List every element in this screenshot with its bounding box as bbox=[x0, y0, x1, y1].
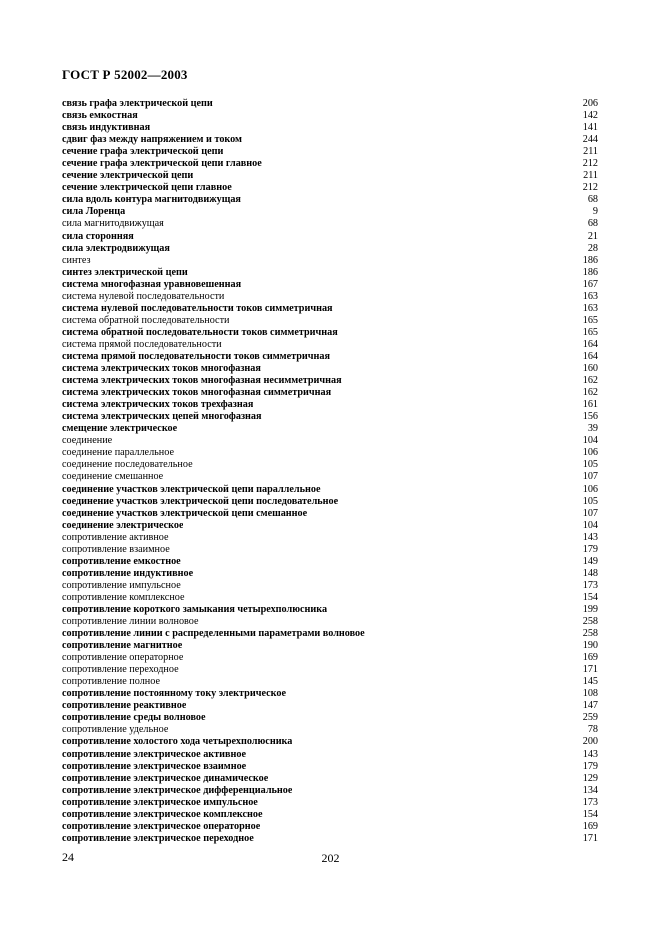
index-term: система электрических токов многофазная симметричная bbox=[62, 387, 332, 399]
index-entry bbox=[62, 423, 598, 435]
term-index-list bbox=[62, 98, 598, 845]
index-term: сдвиг фаз между напряжением и током bbox=[62, 134, 242, 146]
index-entry bbox=[62, 724, 598, 736]
index-term: сопротивление емкостное bbox=[62, 555, 181, 567]
index-term: сопротивление электрическое комплексное bbox=[62, 808, 263, 820]
index-entry bbox=[62, 339, 598, 351]
index-term: связь емкостная bbox=[62, 110, 138, 122]
index-term: сопротивление магнитное bbox=[62, 640, 183, 652]
index-entry bbox=[62, 375, 598, 387]
index-term: сопротивление взаимное bbox=[62, 543, 170, 555]
index-entry bbox=[62, 327, 598, 339]
index-entry bbox=[62, 206, 598, 218]
index-entry bbox=[62, 98, 598, 110]
index-page-ref: 244 bbox=[582, 134, 598, 146]
index-term: сопротивление реактивное bbox=[62, 700, 187, 712]
index-term: система обратной последовательности bbox=[62, 314, 230, 326]
index-page-ref: 169 bbox=[582, 652, 598, 664]
index-term: система электрических цепей многофазная bbox=[62, 411, 262, 423]
index-entry bbox=[62, 182, 598, 194]
index-page-ref: 129 bbox=[582, 772, 598, 784]
index-entry bbox=[62, 435, 598, 447]
index-page-ref: 173 bbox=[582, 796, 598, 808]
index-term: система обратной последовательности токов симметричная bbox=[62, 326, 338, 338]
index-page-ref: 165 bbox=[582, 314, 598, 326]
index-page-ref: 154 bbox=[582, 591, 598, 603]
index-page-ref: 211 bbox=[583, 146, 598, 158]
index-term: сопротивление среды волновое bbox=[62, 712, 206, 724]
index-entry bbox=[62, 761, 598, 773]
index-page-ref: 108 bbox=[582, 688, 598, 700]
index-page-ref: 169 bbox=[582, 820, 598, 832]
index-entry bbox=[62, 496, 598, 508]
index-page-ref: 39 bbox=[587, 423, 598, 435]
index-term: сила магнитодвижущая bbox=[62, 218, 164, 230]
index-page-ref: 78 bbox=[587, 724, 598, 736]
index-page-ref: 165 bbox=[582, 326, 598, 338]
index-page-ref: 190 bbox=[582, 640, 598, 652]
index-page-ref: 163 bbox=[582, 290, 598, 302]
index-entry bbox=[62, 809, 598, 821]
index-page-ref: 104 bbox=[582, 519, 598, 531]
index-page-ref: 21 bbox=[587, 230, 598, 242]
index-term: сопротивление электрическое динамическое bbox=[62, 772, 269, 784]
index-term: система нулевой последовательности bbox=[62, 290, 225, 302]
index-entry bbox=[62, 146, 598, 158]
index-page-ref: 104 bbox=[582, 435, 598, 447]
index-page-ref: 68 bbox=[587, 194, 598, 206]
index-entry bbox=[62, 700, 598, 712]
index-page-ref: 145 bbox=[582, 676, 598, 688]
index-page-ref: 105 bbox=[582, 459, 598, 471]
index-entry bbox=[62, 484, 598, 496]
index-page-ref: 171 bbox=[582, 664, 598, 676]
page-number-left: 24 bbox=[62, 850, 74, 864]
index-entry bbox=[62, 712, 598, 724]
index-entry bbox=[62, 243, 598, 255]
index-term: система прямой последовательности bbox=[62, 338, 222, 350]
index-entry bbox=[62, 676, 598, 688]
index-term: система многофазная уравновешенная bbox=[62, 278, 242, 290]
index-page-ref: 9 bbox=[592, 206, 598, 218]
index-term: сила Лоренца bbox=[62, 206, 126, 218]
index-page-ref: 164 bbox=[582, 338, 598, 350]
index-term: соединение участков электрической цепи смешанное bbox=[62, 507, 308, 519]
index-entry bbox=[62, 773, 598, 785]
index-term: сопротивление постоянному току электрическое bbox=[62, 688, 286, 700]
index-page-ref: 259 bbox=[582, 712, 598, 724]
index-term: соединение параллельное bbox=[62, 447, 174, 459]
index-entry bbox=[62, 544, 598, 556]
index-term: соединение последовательное bbox=[62, 459, 193, 471]
index-entry bbox=[62, 556, 598, 568]
index-term: сопротивление полное bbox=[62, 676, 160, 688]
index-entry bbox=[62, 616, 598, 628]
index-page-ref: 211 bbox=[583, 170, 598, 182]
index-entry bbox=[62, 640, 598, 652]
index-page-ref: 107 bbox=[582, 507, 598, 519]
index-entry bbox=[62, 532, 598, 544]
index-term: сопротивление электрическое дифференциальное bbox=[62, 784, 293, 796]
index-term: сопротивление операторное bbox=[62, 652, 184, 664]
index-entry bbox=[62, 785, 598, 797]
index-term: сопротивление электрическое взаимное bbox=[62, 760, 247, 772]
index-term: сила вдоль контура магнитодвижущая bbox=[62, 194, 241, 206]
index-entry bbox=[62, 399, 598, 411]
index-entry bbox=[62, 797, 598, 809]
index-term: синтез bbox=[62, 254, 91, 266]
index-term: сопротивление линии волновое bbox=[62, 616, 199, 628]
index-term: сопротивление линии с распределенными параметрами волновое bbox=[62, 628, 365, 640]
index-entry bbox=[62, 736, 598, 748]
index-page-ref: 179 bbox=[582, 543, 598, 555]
index-page-ref: 28 bbox=[587, 242, 598, 254]
index-page-ref: 142 bbox=[582, 110, 598, 122]
index-page-ref: 107 bbox=[582, 471, 598, 483]
index-page-ref: 258 bbox=[582, 628, 598, 640]
index-page-ref: 105 bbox=[582, 495, 598, 507]
index-entry bbox=[62, 134, 598, 146]
index-entry bbox=[62, 520, 598, 532]
index-entry bbox=[62, 592, 598, 604]
index-page-ref: 162 bbox=[582, 375, 598, 387]
index-entry bbox=[62, 471, 598, 483]
index-entry bbox=[62, 580, 598, 592]
index-entry bbox=[62, 170, 598, 182]
index-term: соединение электрическое bbox=[62, 519, 184, 531]
index-term: сопротивление электрическое операторное bbox=[62, 820, 261, 832]
index-page-ref: 141 bbox=[582, 122, 598, 134]
index-page-ref: 134 bbox=[582, 784, 598, 796]
index-page-ref: 156 bbox=[582, 411, 598, 423]
index-entry bbox=[62, 194, 598, 206]
index-page-ref: 154 bbox=[582, 808, 598, 820]
index-term: сопротивление импульсное bbox=[62, 579, 181, 591]
index-entry bbox=[62, 604, 598, 616]
index-term: соединение bbox=[62, 435, 113, 447]
index-entry bbox=[62, 459, 598, 471]
index-entry bbox=[62, 122, 598, 134]
index-page-ref: 258 bbox=[582, 616, 598, 628]
index-term: сечение графа электрической цепи главное bbox=[62, 158, 262, 170]
index-page-ref: 179 bbox=[582, 760, 598, 772]
index-entry bbox=[62, 387, 598, 399]
index-page-ref: 162 bbox=[582, 387, 598, 399]
index-entry bbox=[62, 749, 598, 761]
index-page-ref: 143 bbox=[582, 748, 598, 760]
index-entry bbox=[62, 291, 598, 303]
index-page-ref: 206 bbox=[582, 98, 598, 109]
index-entry bbox=[62, 255, 598, 267]
index-term: сопротивление электрическое активное bbox=[62, 748, 247, 760]
index-entry bbox=[62, 508, 598, 520]
index-term: сопротивление комплексное bbox=[62, 591, 185, 603]
index-term: сопротивление электрическое переходное bbox=[62, 832, 254, 844]
index-entry bbox=[62, 267, 598, 279]
document-title: ГОСТ Р 52002—2003 bbox=[62, 67, 188, 82]
index-page-ref: 186 bbox=[582, 254, 598, 266]
index-term: сопротивление индуктивное bbox=[62, 567, 194, 579]
index-term: соединение участков электрической цепи последовательное bbox=[62, 495, 339, 507]
index-term: сопротивление холостого хода четырехполюсника bbox=[62, 736, 293, 748]
index-entry bbox=[62, 363, 598, 375]
index-page-ref: 173 bbox=[582, 579, 598, 591]
index-term: система прямой последовательности токов симметричная bbox=[62, 350, 331, 362]
index-page-ref: 106 bbox=[582, 483, 598, 495]
index-term: сила сторонняя bbox=[62, 230, 134, 242]
index-page-ref: 212 bbox=[582, 158, 598, 170]
index-entry bbox=[62, 315, 598, 327]
index-term: система электрических токов многофазная bbox=[62, 363, 261, 375]
index-term: сила электродвижущая bbox=[62, 242, 170, 254]
index-page-ref: 149 bbox=[582, 555, 598, 567]
index-entry bbox=[62, 411, 598, 423]
index-term: связь индуктивная bbox=[62, 122, 151, 134]
index-page-ref: 161 bbox=[582, 399, 598, 411]
index-term: сопротивление удельное bbox=[62, 724, 169, 736]
index-page-ref: 163 bbox=[582, 302, 598, 314]
index-entry bbox=[62, 279, 598, 291]
index-term: сопротивление активное bbox=[62, 531, 169, 543]
index-page-ref: 147 bbox=[582, 700, 598, 712]
index-page-ref: 143 bbox=[582, 531, 598, 543]
index-entry bbox=[62, 447, 598, 459]
page-number-center: 202 bbox=[321, 851, 340, 865]
index-page-ref: 200 bbox=[582, 736, 598, 748]
index-term: сопротивление короткого замыкания четырехполюсника bbox=[62, 603, 328, 615]
index-term: система нулевой последовательности токов симметричная bbox=[62, 302, 333, 314]
index-page-ref: 171 bbox=[582, 832, 598, 844]
index-entry bbox=[62, 110, 598, 122]
index-term: сопротивление переходное bbox=[62, 664, 179, 676]
index-entry bbox=[62, 821, 598, 833]
index-term: соединение смешанное bbox=[62, 471, 164, 483]
index-entry bbox=[62, 218, 598, 230]
index-page-ref: 68 bbox=[587, 218, 598, 230]
index-entry bbox=[62, 231, 598, 243]
index-entry bbox=[62, 652, 598, 664]
index-entry bbox=[62, 664, 598, 676]
index-entry bbox=[62, 833, 598, 845]
index-page-ref: 160 bbox=[582, 363, 598, 375]
index-term: соединение участков электрической цепи параллельное bbox=[62, 483, 321, 495]
index-term: система электрических токов трехфазная bbox=[62, 399, 254, 411]
index-page-ref: 186 bbox=[582, 266, 598, 278]
index-page-ref: 148 bbox=[582, 567, 598, 579]
index-page-ref: 164 bbox=[582, 350, 598, 362]
index-entry bbox=[62, 303, 598, 315]
index-term: сечение графа электрической цепи bbox=[62, 146, 224, 158]
index-entry bbox=[62, 351, 598, 363]
index-entry bbox=[62, 568, 598, 580]
index-entry bbox=[62, 688, 598, 700]
index-term: смещение электрическое bbox=[62, 423, 178, 435]
index-term: система электрических токов многофазная несимметричная bbox=[62, 375, 342, 387]
index-term: связь графа электрической цепи bbox=[62, 98, 213, 109]
index-page-ref: 106 bbox=[582, 447, 598, 459]
index-entry bbox=[62, 158, 598, 170]
index-page-ref: 199 bbox=[582, 603, 598, 615]
index-term: сечение электрической цепи главное bbox=[62, 182, 232, 194]
index-term: синтез электрической цепи bbox=[62, 266, 188, 278]
index-entry bbox=[62, 628, 598, 640]
index-page-ref: 167 bbox=[582, 278, 598, 290]
index-term: сечение электрической цепи bbox=[62, 170, 194, 182]
index-page-ref: 212 bbox=[582, 182, 598, 194]
index-term: сопротивление электрическое импульсное bbox=[62, 796, 258, 808]
